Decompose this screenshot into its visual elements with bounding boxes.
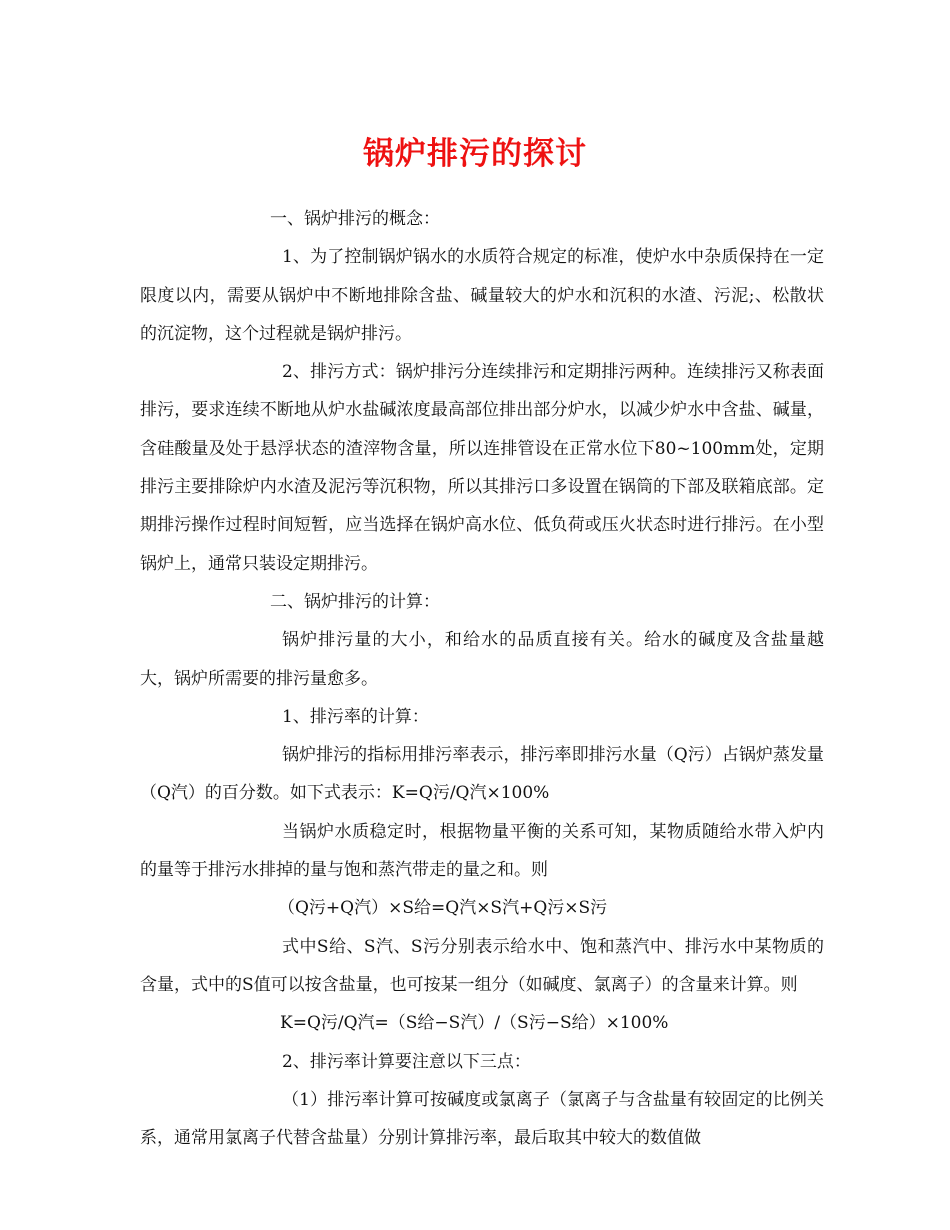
paragraph-variable-explanation: 式中S给、S汽、S污分别表示给水中、饱和蒸汽中、排污水中某物质的含量，式中的S值可以按含盐量，也可按某一组分（如碱度、氯离子）的含量来计算。则	[140, 936, 824, 995]
paragraph-rate-definition: 锅炉排污的指标用排污率表示，排污率即排污水量（Q污）占锅炉蒸发量（Q汽）的百分数。如下式表示：K=Q污/Q汽×100%	[140, 745, 824, 804]
paragraph-blowdown-methods: 2、排污方式：锅炉排污分连续排污和定期排污两种。连续排污又称表面排污，要求连续不断地从炉水盐碱浓度最高部位排出部分炉水，以减少炉水中含盐、碱量，含硅酸量及处于悬浮状态的渣滓物含量，所以连排管设在正常水位下80~100mm处，定期排污主要排除炉内水渣及泥污等沉积物，所以其排污口多设置在锅筒的下部及联箱底部。定期排污操作过程时间短暂，应当选择在锅炉高水位、低负荷或压火状态时进行排污。在小型锅炉上，通常只装设定期排污。	[140, 362, 824, 574]
formula-mass-balance: （Q污+Q汽）×S给=Q汽×S汽+Q污×S污	[278, 898, 608, 919]
paragraph-water-quality: 锅炉排污量的大小，和给水的品质直接有关。给水的碱度及含盐量越大，锅炉所需要的排污量愈多。	[140, 630, 824, 689]
document-body	[140, 200, 824, 1157]
document-title: 锅炉排污的探讨	[363, 136, 587, 172]
paragraph-point-one: （1）排污率计算可按碱度或氯离子（氯离子与含盐量有较固定的比例关系，通常用氯离子代替含盐量）分别计算排污率，最后取其中较大的数值做	[140, 1089, 824, 1149]
section-heading-calculation: 二、锅炉排污的计算：	[270, 591, 440, 612]
paragraph-mass-balance: 当锅炉水质稳定时，根据物量平衡的关系可知，某物质随给水带入炉内的量等于排污水排掉的量与饱和蒸汽带走的量之和。则	[140, 821, 824, 881]
subheading-rate-calculation: 1、排污率的计算：	[282, 706, 429, 727]
section-heading-concept: 一、锅炉排污的概念：	[270, 209, 440, 229]
formula-blowdown-rate: K=Q污/Q汽=（S给−S汽）/（S污−S给）×100%	[280, 1013, 669, 1034]
subheading-three-points: 2、排污率计算要注意以下三点：	[282, 1051, 531, 1072]
paragraph-definition: 1、为了控制锅炉锅水的水质符合规定的标准，使炉水中杂质保持在一定限度以内，需要从锅炉中不断地排除含盐、碱量较大的炉水和沉积的水渣、污泥;、松散状的沉淀物，这个过程就是锅炉排污。	[140, 247, 824, 344]
